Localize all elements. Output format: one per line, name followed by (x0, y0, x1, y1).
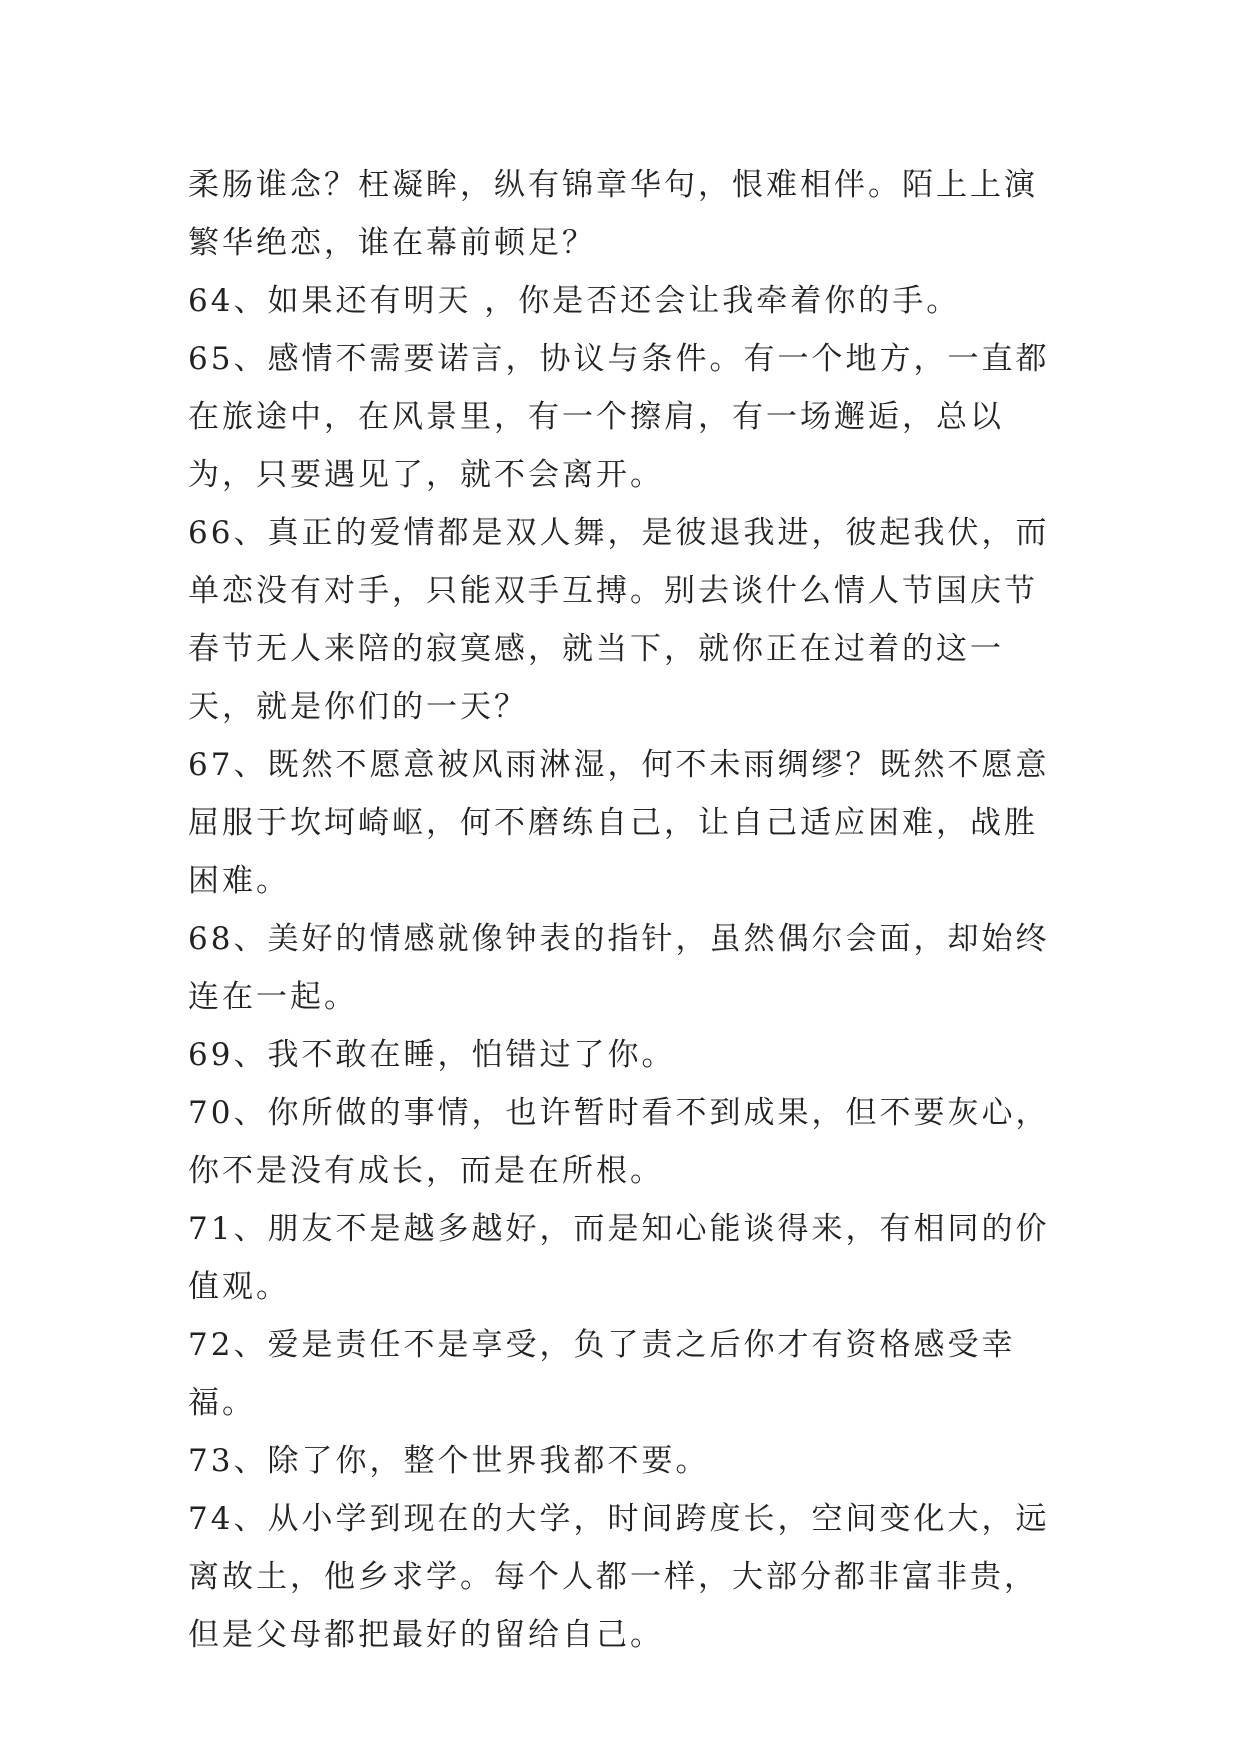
paragraph-65: 65、感情不需要诺言，协议与条件。有一个地方，一直都在旅途中，在风景里，有一个擦肩，有一场邂逅，总以为，只要遇见了，就不会离开。 (188, 341, 1050, 493)
paragraph-71: 71、朋友不是越多越好，而是知心能谈得来，有相同的价值观。 (188, 1211, 1050, 1305)
paragraph-69: 69、我不敢在睡，怕错过了你。 (188, 1037, 676, 1073)
paragraph-73: 73、除了你，整个世界我都不要。 (188, 1443, 710, 1479)
text-body (188, 156, 1068, 1664)
paragraph-64: 64、如果还有明天 ，你是否还会让我牵着你的手。 (188, 283, 961, 319)
paragraph-66: 66、真正的爱情都是双人舞，是彼退我进，彼起我伏，而单恋没有对手，只能双手互搏。别去谈什么情人节国庆节春节无人来陪的寂寞感，就当下，就你正在过着的这一天，就是你们的一天？ (188, 515, 1050, 725)
paragraph-70: 70、你所做的事情，也许暂时看不到成果，但不要灰心，你不是没有成长，而是在所根。 (188, 1095, 1050, 1189)
paragraph-74: 74、从小学到现在的大学，时间跨度长，空间变化大，远离故土，他乡求学。每个人都一样，大部分都非富非贵，但是父母都把最好的留给自己。 (188, 1501, 1050, 1653)
paragraph-67: 67、既然不愿意被风雨淋湿，何不未雨绸缪？既然不愿意屈服于坎坷崎岖，何不磨练自己，让自己适应困难，战胜困难。 (188, 747, 1050, 899)
paragraph-68: 68、美好的情感就像钟表的指针，虽然偶尔会面，却始终连在一起。 (188, 921, 1050, 1015)
paragraph-63-continued: 柔肠谁念？枉凝眸，纵有锦章华句，恨难相伴。陌上上演繁华绝恋，谁在幕前顿足？ (188, 167, 1038, 261)
paragraph-72: 72、爱是责任不是享受，负了责之后你才有资格感受幸福。 (188, 1327, 1016, 1421)
